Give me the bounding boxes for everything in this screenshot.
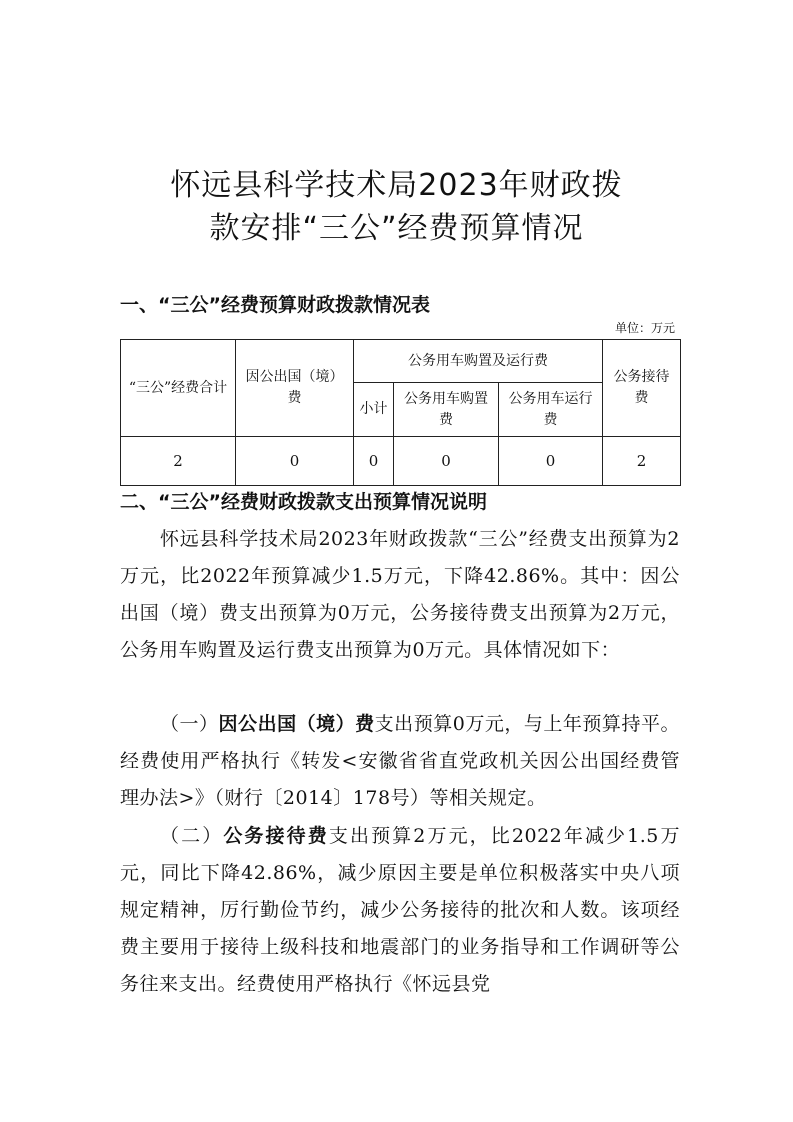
header-vehicle-operation: 公务用车运行费 [499,383,603,437]
paragraph-abroad [120,706,680,817]
section-2-heading: 二、“三公”经费财政拨款支出预算情况说明 [120,491,487,513]
unit-label: 单位：万元 [614,321,675,335]
header-total: “三公”经费合计 [121,340,236,437]
cell-total: 2 [121,437,236,486]
header-subtotal: 小计 [354,383,394,437]
paragraph-reception-prefix: （二） [160,825,224,847]
cell-vehicle-purchase: 0 [394,437,499,486]
cell-subtotal: 0 [354,437,394,486]
paragraph-reception-text: 支出预算2万元，比2022年减少1.5万元，同比下降42.86%，减少原因主要是单位积极落实中央八项规定精神，厉行勤俭节约，减少公务接待的批次和人数。该项经费主要用于接待上级科技和地震部门的业务指导和工作调研等公务往来支出。经费使用严格执行《怀远县党 [120,825,680,995]
section-1-heading: 一、“三公”经费预算财政拨款情况表 [120,294,430,316]
header-vehicle-group: 公务用车购置及运行费 [354,340,603,383]
paragraph-summary [120,521,680,669]
document-title-line-2: 款安排“三公”经费预算情况 [209,211,584,246]
document-title-line-1: 怀远县科学技术局2023年财政拨 [170,168,623,203]
header-vehicle-purchase: 公务用车购置费 [394,383,499,437]
paragraph-abroad-bold: 因公出国（境）费 [218,713,375,735]
paragraph-reception-bold: 公务接待费 [223,825,329,847]
cell-vehicle-operation: 0 [499,437,603,486]
header-reception: 公务接待费 [603,340,681,437]
paragraph-summary-text: 怀远县科学技术局2023年财政拨款“三公”经费支出预算为2万元，比2022年预算减少1.5万元，下降42.86%。其中：因公出国（境）费支出预算为0万元，公务接待费支出预算为2万元，公务用车购置及运行费支出预算为0万元。具体情况如下： [120,528,680,661]
header-abroad: 因公出国（境）费 [236,340,354,437]
cell-reception: 2 [603,437,681,486]
paragraph-abroad-text: 支出预算0万元，与上年预算持平。经费使用严格执行《转发<安徽省省直党政机关因公出国经费管理办法>》（财行〔2014〕178号）等相关规定。 [120,713,680,809]
cell-abroad: 0 [236,437,354,486]
table-row [121,437,681,486]
paragraph-reception [120,818,680,1003]
paragraph-abroad-prefix: （一） [160,713,219,735]
budget-table [120,339,681,486]
